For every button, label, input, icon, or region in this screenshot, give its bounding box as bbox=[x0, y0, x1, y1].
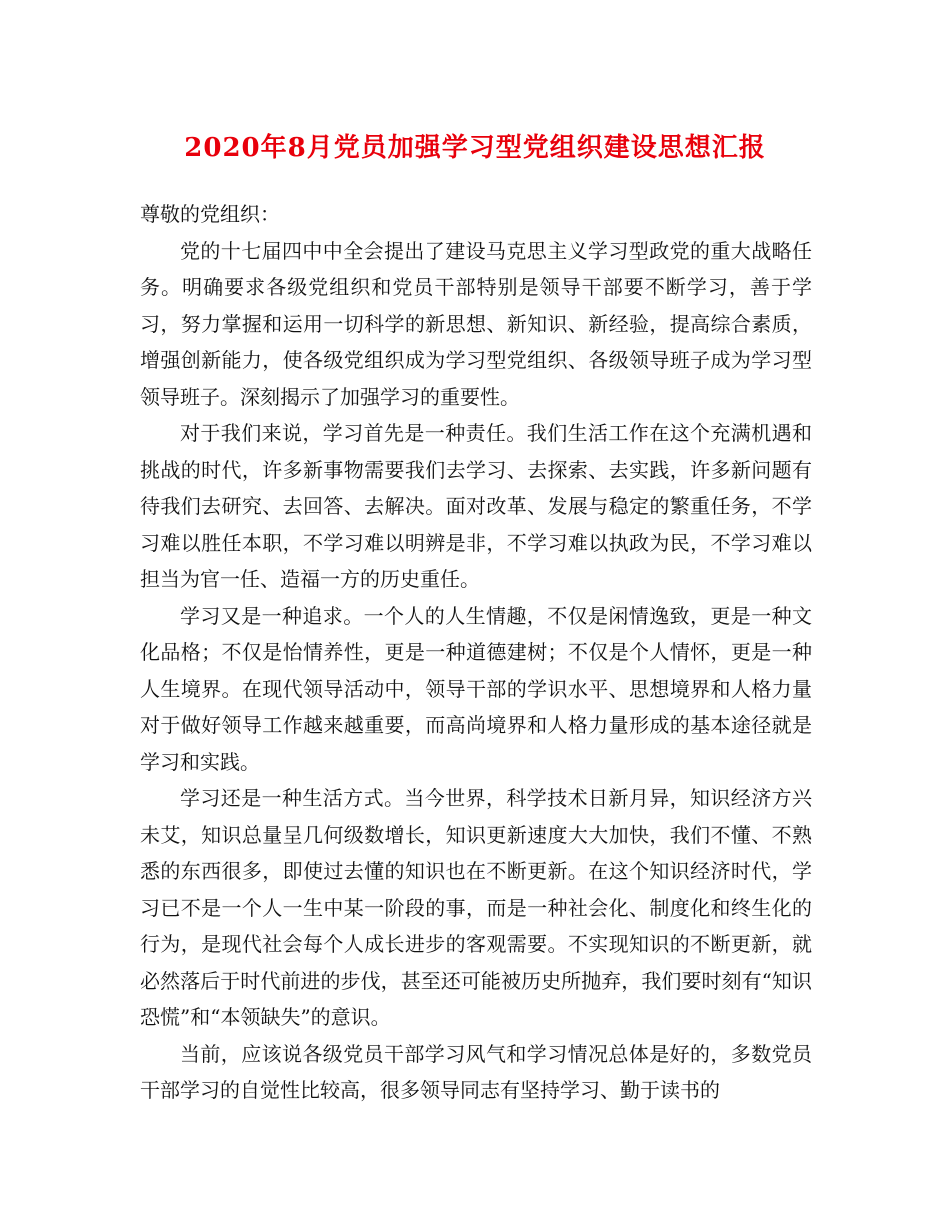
paragraph: 当前，应该说各级党员干部学习风气和学习情况总体是好的，多数党员干部学习的自觉性比较高，很多领导同志有坚持学习、勤于读书的 bbox=[140, 1041, 812, 1102]
paragraph: 学习还是一种生活方式。当今世界，科学技术日新月异，知识经济方兴未艾，知识总量呈几何级数增长，知识更新速度大大加快，我们不懂、不熟悉的东西很多，即使过去懂的知识也在不断更新。在这个知识经济时代，学习已不是一个人一生中某一阶段的事，而是一种社会化、制度化和终生化的行为，是现代社会每个人成长进步的客观需要。不实现知识的不断更新，就必然落后于时代前进的步伐，甚至还可能被历史所抛弃，我们要时刻有“知识恐慌”和“本领缺失”的意识。 bbox=[140, 786, 812, 1029]
paragraph: 对于我们来说，学习首先是一种责任。我们生活工作在这个充满机遇和挑战的时代，许多新事物需要我们去学习、去探索、去实践，许多新问题有待我们去研究、去回答、去解决。面对改革、发展与稳定的繁重任务，不学习难以胜任本职，不学习难以明辨是非，不学习难以执政为民，不学习难以担当为官一任、造福一方的历史重任。 bbox=[140, 421, 812, 591]
salutation: 尊敬的党组织： bbox=[140, 202, 280, 226]
paragraph: 党的十七届四中中全会提出了建设马克思主义学习型政党的重大战略任务。明确要求各级党组织和党员干部特别是领导干部要不断学习，善于学习，努力掌握和运用一切科学的新思想、新知识、新经验，提高综合素质，增强创新能力，使各级党组织成为学习型党组织、各级领导班子成为学习型领导班子。深刻揭示了加强学习的重要性。 bbox=[140, 238, 812, 409]
paragraph: 学习又是一种追求。一个人的人生情趣，不仅是闲情逸致，更是一种文化品格；不仅是怡情养性，更是一种道德建树；不仅是个人情怀，更是一种人生境界。在现代领导活动中，领导干部的学识水平、思想境界和人格力量对于做好领导工作越来越重要，而高尚境界和人格力量形成的基本途径就是学习和实践。 bbox=[140, 603, 812, 774]
document-title: 2020年8月党员加强学习型党组织建设思想汇报 bbox=[184, 133, 766, 163]
document-body bbox=[140, 196, 812, 1109]
